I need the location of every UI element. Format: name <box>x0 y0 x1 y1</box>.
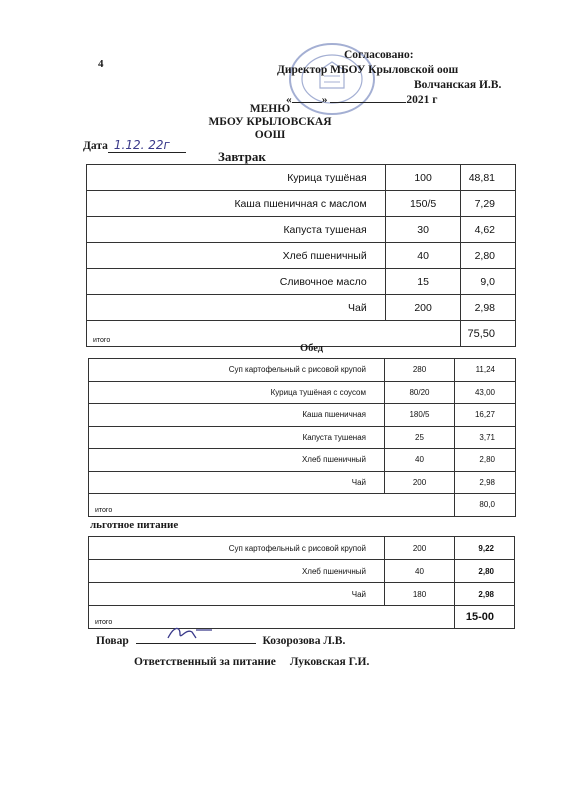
dish-price: 43,00 <box>455 381 516 404</box>
dish-price: 9,0 <box>461 269 516 295</box>
breakfast-table <box>86 164 516 347</box>
cook-name: Козорозова Л.В. <box>262 635 346 647</box>
table-row <box>89 537 515 560</box>
title-line-1: МЕНЮ <box>249 103 291 115</box>
dish-price: 2,98 <box>455 583 515 606</box>
dish-price: 4,62 <box>461 217 516 243</box>
dish-qty: 80/20 <box>385 381 455 404</box>
total-row <box>89 606 515 629</box>
table-row <box>87 295 516 321</box>
dish-price: 2,98 <box>461 295 516 321</box>
dish-price: 2,80 <box>455 449 516 472</box>
dish-qty: 40 <box>385 449 455 472</box>
dish-price: 11,24 <box>455 359 516 382</box>
responsible-line <box>134 656 369 668</box>
dish-name: Хлеб пшеничный <box>87 243 386 269</box>
dish-name: Хлеб пшеничный <box>89 449 385 472</box>
dish-qty: 15 <box>385 269 461 295</box>
total-value: 15-00 <box>455 606 515 629</box>
director-name: Волчанская И.В. <box>414 79 502 91</box>
dish-name: Суп картофельный с рисовой крупой <box>89 537 385 560</box>
approval-position: Директор МБОУ Крыловской оош <box>277 64 459 76</box>
dish-name: Курица тушёная <box>87 165 386 191</box>
lunch-table <box>88 358 516 517</box>
date-label: Дата <box>83 140 108 152</box>
table-row <box>89 583 515 606</box>
dish-qty: 200 <box>385 537 455 560</box>
dish-price: 3,71 <box>455 426 516 449</box>
dish-qty: 150/5 <box>385 191 461 217</box>
total-label: итого <box>87 321 461 347</box>
table-row <box>87 269 516 295</box>
table-row <box>89 471 516 494</box>
cook-signature-line <box>96 632 345 647</box>
total-label: итого <box>89 494 455 517</box>
table-row <box>89 359 516 382</box>
dish-qty: 25 <box>385 426 455 449</box>
dish-qty: 280 <box>385 359 455 382</box>
dish-name: Курица тушёная с соусом <box>89 381 385 404</box>
dish-price: 2,98 <box>455 471 516 494</box>
dish-name: Сливочное масло <box>87 269 386 295</box>
approval-block <box>274 48 514 108</box>
table-row <box>89 449 516 472</box>
table-row <box>87 217 516 243</box>
dish-qty: 200 <box>385 295 461 321</box>
dish-qty: 100 <box>385 165 461 191</box>
dish-name: Капуста тушеная <box>87 217 386 243</box>
dish-price: 7,29 <box>461 191 516 217</box>
dish-name: Каша пшеничная <box>89 404 385 427</box>
approval-heading: Согласовано: <box>344 49 414 61</box>
dish-price: 9,22 <box>455 537 515 560</box>
menu-title <box>200 103 340 142</box>
approval-year: 2021 г <box>406 94 438 106</box>
dish-name: Капуста тушеная <box>89 426 385 449</box>
table-row <box>87 165 516 191</box>
date-value: 1.12. 22г <box>108 138 186 153</box>
dish-name: Чай <box>89 583 385 606</box>
breakfast-title: Завтрак <box>218 149 266 164</box>
responsible-name: Луковская Г.И. <box>289 656 370 668</box>
dish-name: Суп картофельный с рисовой крупой <box>89 359 385 382</box>
dish-qty: 180 <box>385 583 455 606</box>
total-label: итого <box>89 606 455 629</box>
dish-price: 48,81 <box>461 165 516 191</box>
dish-qty: 30 <box>385 217 461 243</box>
dish-qty: 40 <box>385 243 461 269</box>
dish-qty: 200 <box>385 471 455 494</box>
dish-name: Каша пшеничная с маслом <box>87 191 386 217</box>
director-name-line <box>274 78 514 93</box>
title-line-2: МБОУ КРЫЛОВСКАЯ ООШ <box>208 116 332 141</box>
table-row <box>87 191 516 217</box>
benefit-title: льготное питание <box>90 519 179 531</box>
dish-name: Чай <box>87 295 386 321</box>
table-row <box>89 426 516 449</box>
dish-price: 2,80 <box>455 560 515 583</box>
dish-name: Хлеб пшеничный <box>89 560 385 583</box>
dish-qty: 40 <box>385 560 455 583</box>
total-row <box>89 494 516 517</box>
dish-price: 16,27 <box>455 404 516 427</box>
table-row <box>87 243 516 269</box>
total-value: 75,50 <box>461 321 516 347</box>
date-quote-open: « <box>286 94 292 106</box>
table-row <box>89 381 516 404</box>
date-quote-close: » <box>321 94 328 106</box>
cook-label: Повар <box>96 635 129 647</box>
total-value: 80,0 <box>455 494 516 517</box>
cook-signature <box>136 632 256 644</box>
table-row <box>89 404 516 427</box>
date-row <box>83 138 186 153</box>
page-number: 4 <box>98 58 104 70</box>
lunch-title: Обед <box>300 343 324 354</box>
table-row <box>89 560 515 583</box>
responsible-label: Ответственный за питание <box>134 656 276 668</box>
benefit-table <box>88 536 515 629</box>
dish-qty: 180/5 <box>385 404 455 427</box>
dish-name: Чай <box>89 471 385 494</box>
dish-price: 2,80 <box>461 243 516 269</box>
